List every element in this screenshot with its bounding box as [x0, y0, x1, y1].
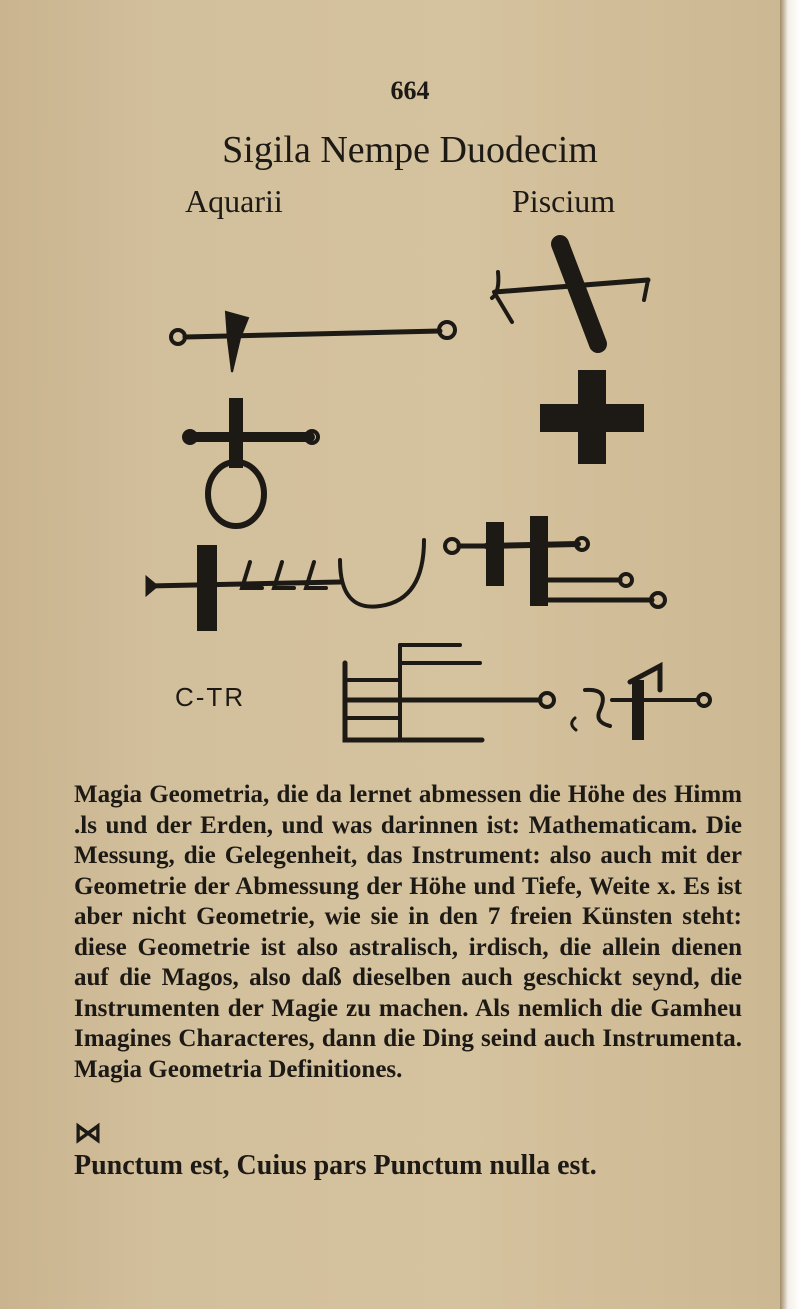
subtitle-piscium: Piscium	[512, 183, 616, 219]
definition-line: Punctum est, Cuius pars Punctum nulla est.	[74, 1150, 597, 1181]
sigil-aquarii-2	[184, 398, 318, 526]
page-number: 664	[390, 76, 430, 105]
sigil-aquarii-1	[171, 312, 455, 372]
sigil-label: C-TR	[175, 682, 246, 712]
sigil-piscium-3	[445, 516, 665, 607]
section-symbol: ⋈	[74, 1116, 102, 1149]
subtitle-aquarii: Aquarii	[185, 183, 283, 219]
body-paragraph: Magia Geometria, die da lernet abmessen die Höhe des Himm .ls und der Erden, und was darinnen ist: Mathematicam. Die Messung, die Gelegenheit, das Instrument: also auch mit der Geometrie der Abmessung der Höhe und Tiefe, Weite x. Es ist aber nicht Geometrie, wie sie in den 7 freien Künsten steht: diese Geometrie ist also astralisch, irdisch, die allein dienen auf die Magos, also daß dieselben auch geschickt seynd, die Instrumenten der Magie zu machen. Als nemlich die Gamheu Imagines Characteres, dann die Ding seind auch Instrumenta. Magia Geometria Definitiones.	[74, 781, 742, 1083]
sigil-piscium-1	[492, 244, 648, 344]
body-text	[74, 780, 742, 1085]
sigil-piscium-2	[540, 370, 644, 464]
page-edge	[780, 0, 800, 1309]
sigil-aquarii-3	[146, 540, 424, 631]
sigil-ctr	[345, 645, 710, 740]
page-title: Sigila Nempe Duodecim	[222, 129, 598, 171]
